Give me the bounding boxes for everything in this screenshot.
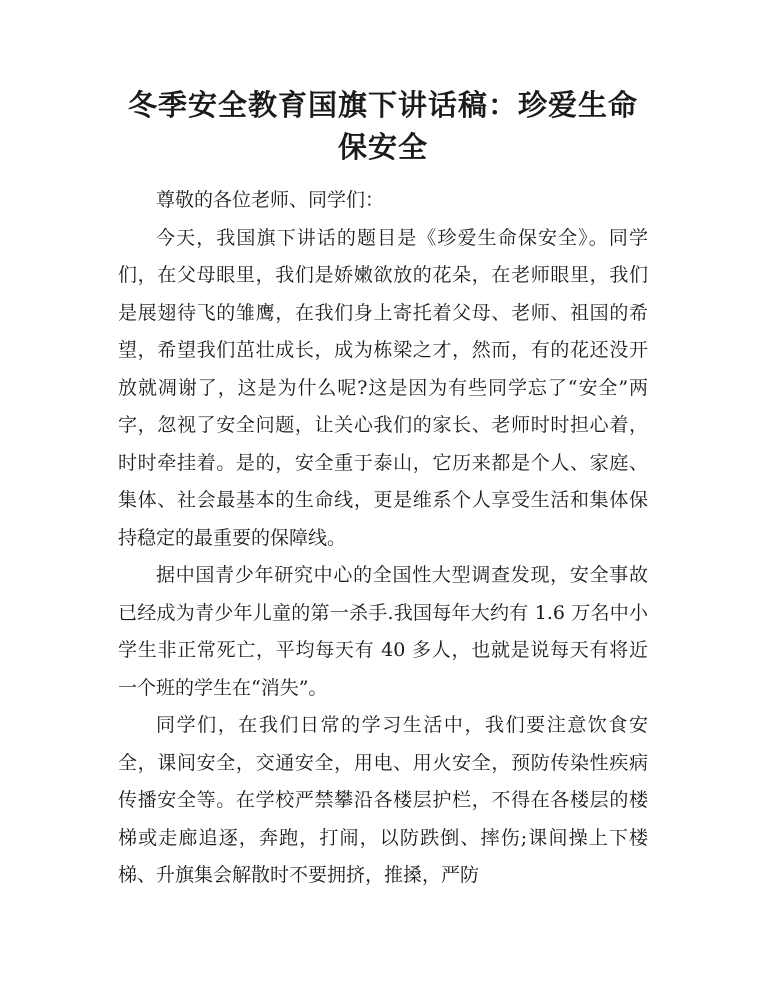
salutation: 尊敬的各位老师、同学们： — [156, 189, 385, 211]
document-page — [118, 84, 648, 895]
document-title — [118, 84, 648, 168]
title-line-2: 保安全 — [337, 130, 428, 164]
body-paragraph-3: 同学们，在我们日常的学习生活中，我们要注意饮食安全，课间安全，交通安全，用电、用火安全，预防传染性疾病传播安全等。在学校严禁攀沿各楼层护栏，不得在各楼层的楼梯或走廊追逐，奔跑，打闹，以防跌倒、摔伤;课间操上下楼梯、升旗集会解散时不要拥挤，推搡，严防 — [118, 714, 648, 886]
body-paragraph-1: 今天，我国旗下讲话的题目是《珍爱生命保安全》。同学们，在父母眼里，我们是娇嫩欲放的花朵，在老师眼里，我们是展翅待飞的雏鹰，在我们身上寄托着父母、老师、祖国的希望，希望我们茁壮成长，成为栋梁之才，然而，有的花还没开放就凋谢了，这是为什么呢?这是因为有些同学忘了“安全”两字，忽视了安全问题，让关心我们的家长、老师时时担心着，时时牵挂着。是的，安全重于泰山，它历来都是个人、家庭、集体、社会最基本的生命线，更是维系个人享受生活和集体保持稳定的最重要的保障线。 — [118, 226, 648, 549]
title-line-1: 冬季安全教育国旗下讲话稿：珍爱生命 — [127, 88, 638, 122]
body-paragraph-2: 据中国青少年研究中心的全国性大型调查发现，安全事故已经成为青少年儿童的第一杀手.我国每年大约有 1.6 万名中小学生非正常死亡，平均每天有 40 多人，也就是说每天有将近一个班的学生在“消失”。 — [118, 564, 648, 699]
